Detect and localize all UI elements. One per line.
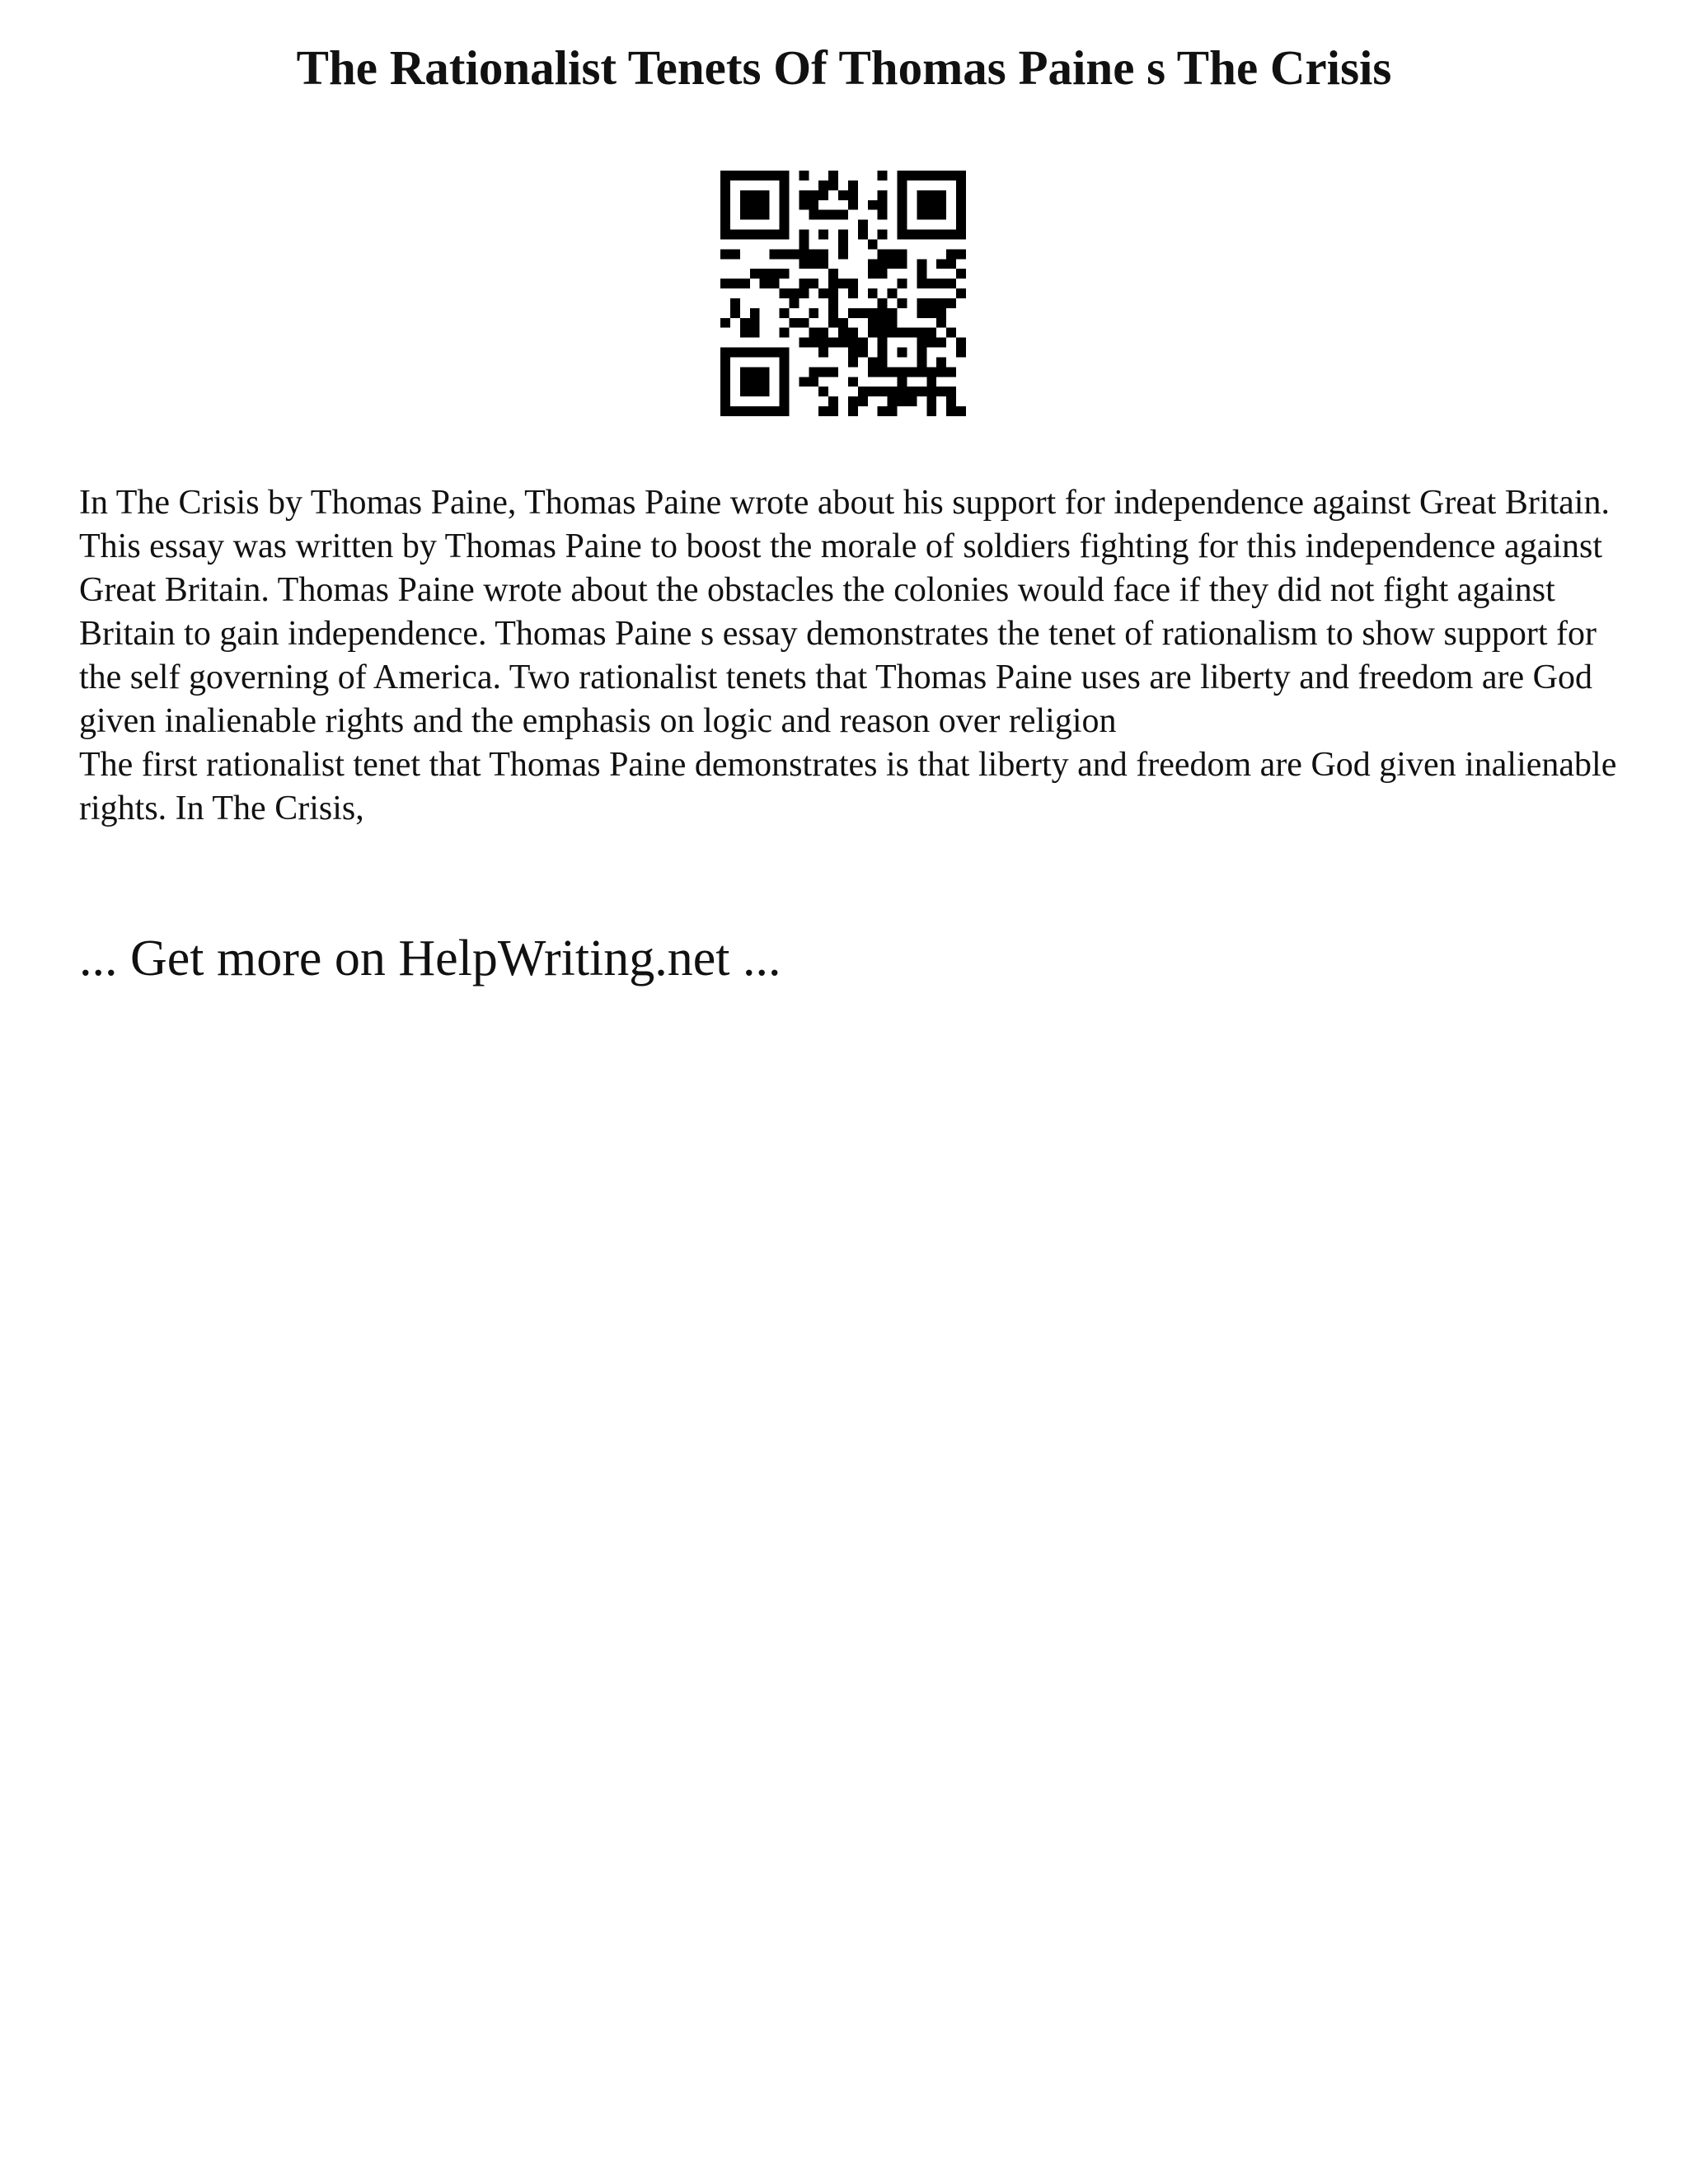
essay-body — [79, 481, 1629, 831]
essay-paragraph: In The Crisis by Thomas Paine, Thomas Paine wrote about his support for independence against Great Britain. This essay was written by Thomas Paine to boost the morale of soldiers fighting for this independence against Great Britain. Thomas Paine wrote about the obstacles the colonies would face if they did not fight against Britain to gain independence. Thomas Paine s essay demonstrates the tenet of rationalism to show support for the self governing of America. Two rationalist tenets that Thomas Paine uses are liberty and freedom are God given inalienable rights and the emphasis on logic and reason over religion — [79, 484, 1610, 740]
page-title: The Rationalist Tenets Of Thomas Paine s The Crisis — [296, 40, 1392, 95]
essay-paragraph: The first rationalist tenet that Thomas Paine demonstrates is that liberty and freedom are God given inalienable rights. In The Crisis, — [79, 746, 1617, 827]
qr-code-icon — [720, 171, 966, 416]
get-more-link[interactable]: ... Get more on HelpWriting.net ... — [79, 930, 781, 987]
